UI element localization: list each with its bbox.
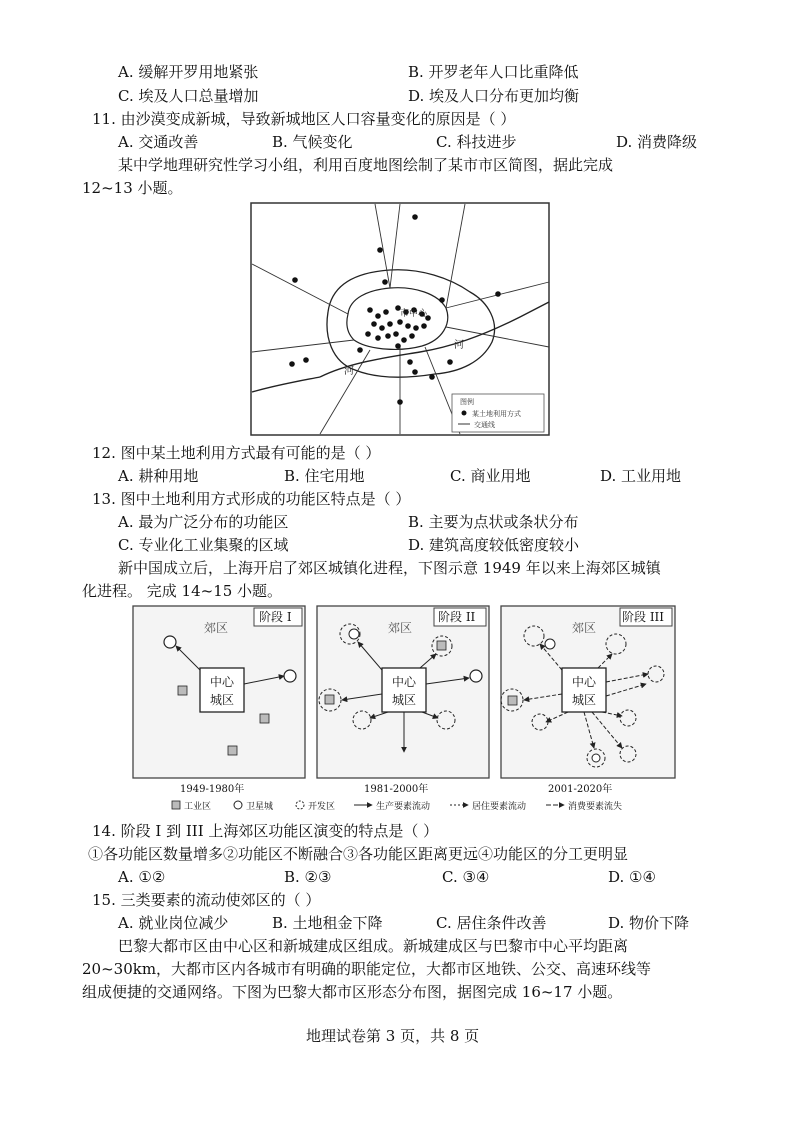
q15-option-b: B. 土地租金下降: [272, 914, 383, 932]
stage3-center1: 中心: [572, 675, 597, 689]
legend-industrial: 工业区: [184, 802, 212, 812]
stage1-center1: 中心: [210, 675, 235, 689]
q12-option-a: A. 耕种用地: [118, 467, 199, 485]
q15-option-a: A. 就业岗位减少: [118, 914, 229, 932]
map-legend-line-label: 交通线: [474, 421, 495, 429]
q15-option-c: C. 居住条件改善: [436, 914, 547, 932]
q15-stem: 15. 三类要素的流动使郊区的（ ）: [92, 891, 321, 909]
q13-option-b: B. 主要为点状或条状分布: [408, 513, 579, 531]
shanghai-stages-figure: [132, 604, 678, 816]
intro-12-line2: 12~13 小题。: [82, 179, 183, 197]
legend-satellite: 卫星城: [246, 802, 274, 812]
legend-consumption: 消费要素流失: [568, 802, 623, 812]
intro-16-line1: 巴黎大都市区由中心区和新城建成区组成。新城建成区与巴黎市中心平均距离: [118, 937, 629, 955]
q10-option-b: B. 开罗老年人口比重降低: [408, 63, 579, 81]
q12-option-c: C. 商业用地: [450, 467, 531, 485]
map-legend-dot-label: 某土地利用方式: [472, 410, 521, 418]
intro-14-line2: 化进程。 完成 14~15 小题。: [82, 582, 283, 600]
q14-stem: 14. 阶段 I 到 III 上海郊区功能区演变的特点是（ ）: [92, 822, 439, 840]
q13-stem: 13. 图中土地利用方式形成的功能区特点是（ ）: [92, 490, 411, 508]
stage2-center2: 城区: [392, 693, 417, 707]
map-legend-title: 图例: [460, 398, 474, 406]
stage1-suburb: 郊区: [204, 621, 229, 635]
map-label-river1: 河: [454, 340, 464, 351]
stage-panel-3: [501, 606, 675, 795]
stage3-suburb: 郊区: [572, 621, 597, 635]
q11-option-a: A. 交通改善: [118, 133, 199, 151]
stage3-years: 2001-2020年: [548, 784, 613, 795]
q11-option-b: B. 气候变化: [272, 133, 353, 151]
stage2-suburb: 郊区: [388, 621, 413, 635]
stage-panel-1: [133, 606, 305, 795]
intro-16-line3: 组成便捷的交通网络。下图为巴黎大都市区形态分布图，据图完成 16~17 小题。: [82, 983, 623, 1001]
q12-option-d: D. 工业用地: [600, 467, 682, 485]
stage1-years: 1949-1980年: [180, 784, 245, 795]
stage2-years: 1981-2000年: [364, 784, 429, 795]
stage1-center2: 城区: [210, 693, 235, 707]
legend-dot-icon: [462, 411, 467, 416]
stage-panel-2: [317, 606, 489, 795]
q11-option-c: C. 科技进步: [436, 133, 517, 151]
q14-options-text: ①各功能区数量增多②功能区不断融合③各功能区距离更远④功能区的分工更明显: [88, 845, 629, 863]
stage1-title: 阶段 I: [259, 610, 292, 624]
q13-option-a: A. 最为广泛分布的功能区: [118, 513, 289, 531]
intro-14-line1: 新中国成立后，上海开启了郊区城镇化进程，下图示意 1949 年以来上海郊区城镇: [118, 559, 661, 577]
q14-option-d: D. ①④: [608, 868, 656, 886]
q13-option-d: D. 建筑高度较低密度较小: [408, 536, 580, 554]
stage-legend: [172, 800, 622, 812]
q10-option-a: A. 缓解开罗用地紧张: [118, 63, 259, 81]
stage2-title: 阶段 II: [438, 610, 476, 624]
stage3-center2: 城区: [572, 693, 597, 707]
stage2-center1: 中心: [392, 675, 417, 689]
intro-16-line2: 20~30km，大都市区内各城市有明确的职能定位，大都市区地铁、公交、高速环线等: [82, 960, 652, 978]
q10-option-d: D. 埃及人口分布更加均衡: [408, 87, 580, 105]
q11-stem: 11. 由沙漠变成新城，导致新城地区人口容量变化的原因是（ ）: [92, 110, 516, 128]
q11-option-d: D. 消费降级: [616, 133, 698, 151]
map-label-river2: 河: [344, 366, 354, 377]
q14-option-a: A. ①②: [118, 868, 166, 886]
q13-option-c: C. 专业化工业集聚的区域: [118, 536, 289, 554]
intro-12-line1: 某中学地理研究性学习小组，利用百度地图绘制了某市市区简图，据此完成: [118, 156, 614, 174]
city-map-figure: [250, 202, 550, 436]
q14-option-b: B. ②③: [284, 868, 332, 886]
stage3-title: 阶段 III: [622, 610, 665, 624]
legend-residence: 居住要素流动: [472, 802, 527, 812]
q12-stem: 12. 图中某土地利用方式最有可能的是（ ）: [92, 444, 381, 462]
legend-development: 开发区: [308, 802, 336, 812]
q10-option-c: C. 埃及人口总量增加: [118, 87, 259, 105]
q15-option-d: D. 物价下降: [608, 914, 690, 932]
q12-option-b: B. 住宅用地: [284, 467, 365, 485]
map-label-center: 市中心: [400, 309, 428, 319]
legend-production: 生产要素流动: [376, 802, 431, 812]
page-footer: 地理试卷第 3 页，共 8 页: [306, 1027, 480, 1045]
q14-option-c: C. ③④: [442, 868, 490, 886]
